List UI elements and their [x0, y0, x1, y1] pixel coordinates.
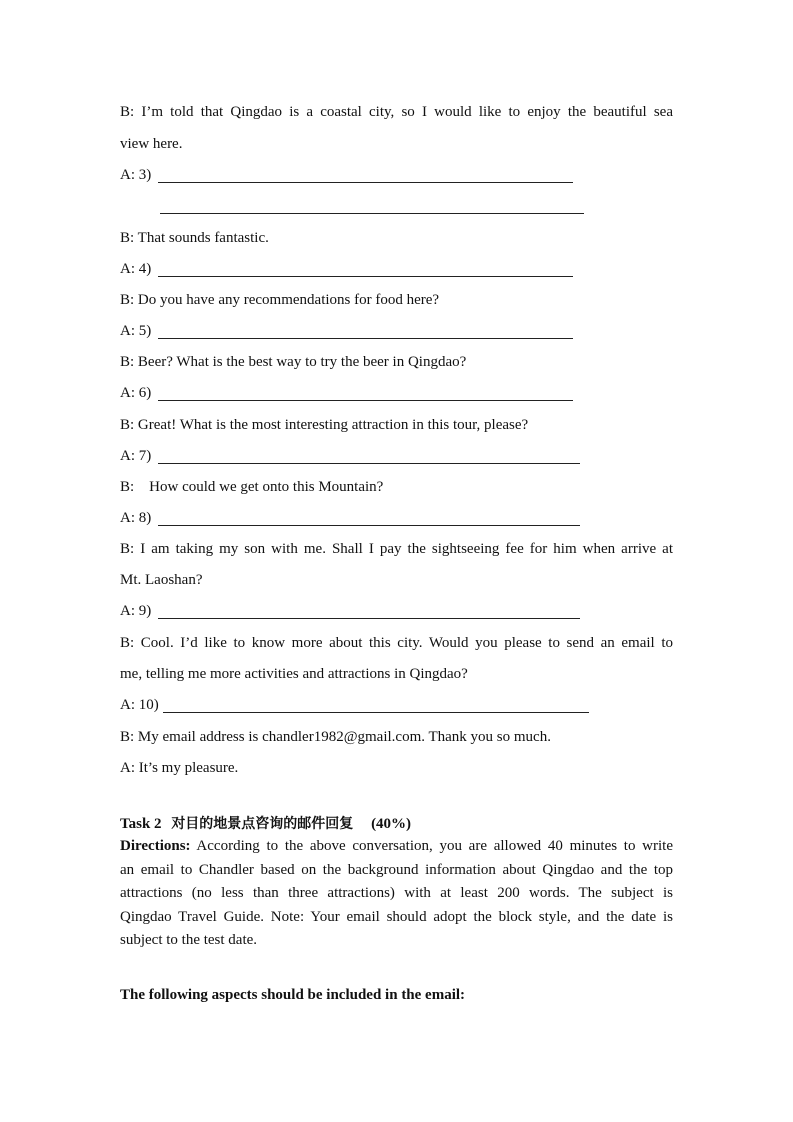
dialogue-line-b-beer: B: Beer? What is the best way to try the beer in Qingdao? — [120, 354, 467, 370]
dialogue-line-b-email-cont: me, telling me more activities and attractions in Qingdao? — [120, 666, 468, 682]
dialogue-line-b-seaview-cont: view here. — [120, 136, 183, 152]
answer-label-7: A: 7) — [120, 448, 152, 464]
directions-line: Directions: According to the above conversation, you are allowed 40 minutes to write — [120, 838, 673, 854]
task2-directions — [120, 835, 673, 953]
dialogue-line-b-son-cont: Mt. Laoshan? — [120, 572, 203, 588]
directions-line: subject to the test date. — [120, 932, 258, 948]
dialogue-line-b-address: B: My email address is chandler1982@gmail.com. Thank you so much. — [120, 729, 551, 745]
dialogue-line-b-fantastic: B: That sounds fantastic. — [120, 230, 269, 246]
answer-blank-6[interactable] — [158, 400, 573, 401]
answer-label-3: A: 3) — [120, 167, 152, 183]
answer-label-9: A: 9) — [120, 603, 152, 619]
answer-blank-10[interactable] — [163, 712, 589, 713]
answer-blank-7[interactable] — [158, 463, 580, 464]
dialogue-line-b-seaview: B: I’m told that Qingdao is a coastal city, so I would like to enjoy the beautiful sea — [120, 104, 673, 120]
dialogue-line-b-food: B: Do you have any recommendations for food here? — [120, 292, 440, 308]
task2-weight: (40%) — [371, 816, 412, 832]
directions-line: attractions (no less than three attractions) with at least 200 words. The subject is — [120, 885, 673, 901]
dialogue-line-b-email: B: Cool. I’d like to know more about this city. Would you please to send an email to — [120, 635, 673, 651]
dialogue-line-a-pleasure: A: It’s my pleasure. — [120, 760, 239, 776]
answer-blank-8[interactable] — [158, 525, 580, 526]
task2-label: Task 2 — [120, 816, 162, 832]
directions-line: Qingdao Travel Guide. Note: Your email should adopt the block style, and the date is — [120, 908, 673, 925]
aspects-heading: The following aspects should be included in the email: — [120, 987, 466, 1003]
dialogue-line-b-mountain: B: How could we get onto this Mountain? — [120, 479, 384, 495]
answer-blank-3[interactable] — [158, 182, 573, 183]
answer-blank-3-line2[interactable] — [160, 213, 584, 214]
directions-line: an email to Chandler based on the background information about Qingdao and the top — [120, 861, 673, 878]
answer-blank-9[interactable] — [158, 618, 580, 619]
answer-blank-5[interactable] — [158, 338, 573, 339]
dialogue-line-b-son: B: I am taking my son with me. Shall I pay the sightseeing fee for him when arrive at — [120, 541, 673, 557]
answer-label-8: A: 8) — [120, 510, 152, 526]
task2-title-cn: 对目的地景点咨询的邮件回复 — [171, 816, 354, 832]
answer-label-4: A: 4) — [120, 261, 152, 277]
answer-label-5: A: 5) — [120, 323, 152, 339]
task2-heading — [120, 814, 411, 834]
answer-blank-4[interactable] — [158, 276, 573, 277]
answer-label-10: A: 10) — [120, 697, 159, 713]
directions-label: Directions: — [120, 838, 191, 854]
dialogue-line-b-attraction: B: Great! What is the most interesting attraction in this tour, please? — [120, 417, 529, 433]
answer-label-6: A: 6) — [120, 385, 152, 401]
